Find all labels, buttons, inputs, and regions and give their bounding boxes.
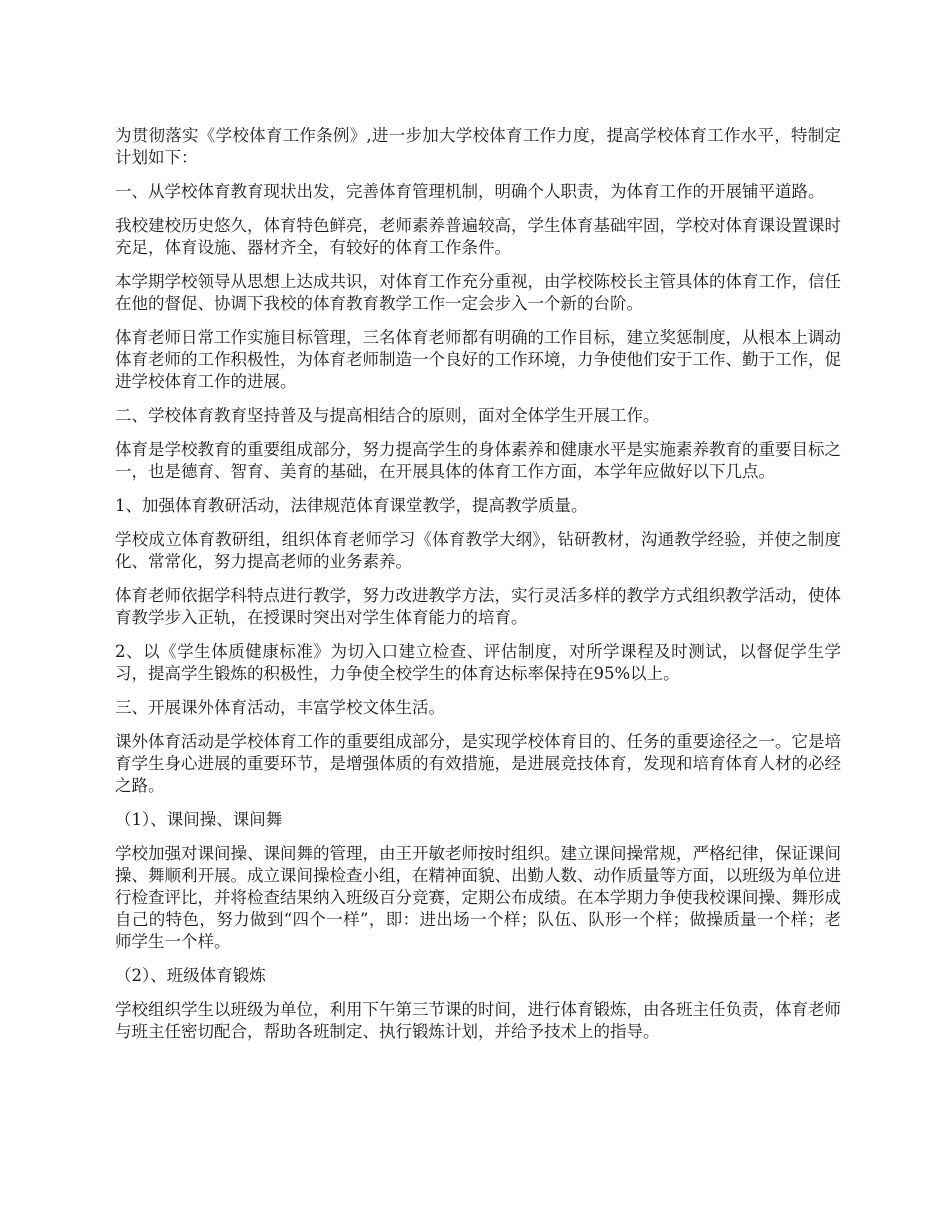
heading-section-3: 三、开展课外体育活动，丰富学校文体生活。 <box>115 698 445 717</box>
paragraph: 学校加强对课间操、课间舞的管理，由王开敏老师按时组织。建立课间操常规，严格纪律，保证课间操、舞顺利开展。成立课间操检查小组，在精神面貌、出勤人数、动作质量等方面，以班级为单位进行检查评比，并将检查结果纳入班级百分竞赛，定期公布成绩。在本学期力争使我校课间操、舞形成自己的特色，努力做到“四个一样”，即：进出场一个样；队伍、队形一个样；做操质量一个样；老师学生一个样。 <box>115 844 841 951</box>
subheading-class-exercise: （2）、班级体育锻炼 <box>115 966 266 985</box>
paragraph: 体育老师日常工作实施目标管理，三名体育老师都有明确的工作目标，建立奖惩制度，从根本上调动体育老师的工作积极性，为体育老师制造一个良好的工作环境，力争使他们安于工作、勤于工作，促进学校体育工作的进展。 <box>115 328 841 391</box>
paragraph: 体育是学校教育的重要组成部分，努力提高学生的身体素养和健康水平是实施素养教育的重要目标之一，也是德育、智育、美育的基础，在开展具体的体育工作方面，本学年应做好以下几点。 <box>115 440 841 481</box>
paragraph-intro: 为贯彻落实《学校体育工作条例》,进一步加大学校体育工作力度，提高学校体育工作水平，特制定计划如下： <box>115 126 841 167</box>
heading-section-1: 一、从学校体育教育现状出发，完善体育管理机制，明确个人职责，为体育工作的开展铺平道路。 <box>115 182 825 201</box>
subheading-item-2: 2、以《学生体质健康标准》为切入口建立检查、评估制度，对所学课程及时测试，以督促学生学习，提高学生锻炼的积极性，力争使全校学生的体育达标率保持在95%以上。 <box>115 642 841 683</box>
paragraph: 学校成立体育教研组，组织体育老师学习《体育教学大纲》，钻研教材，沟通教学经验，并使之制度化、常常化，努力提高老师的业务素养。 <box>115 530 841 571</box>
paragraph: 我校建校历史悠久，体育特色鲜亮，老师素养普遍较高，学生体育基础牢固，学校对体育课设置课时充足，体育设施、器材齐全，有较好的体育工作条件。 <box>115 216 841 257</box>
subheading-exercise: （1）、课间操、课间舞 <box>115 810 283 829</box>
heading-section-2: 二、学校体育教育坚持普及与提高相结合的原则，面对全体学生开展工作。 <box>115 406 660 425</box>
paragraph: 本学期学校领导从思想上达成共识，对体育工作充分重视，由学校陈校长主管具体的体育工作，信任在他的督促、协调下我校的体育教育教学工作一定会步入一个新的台阶。 <box>115 272 841 313</box>
paragraph: 学校组织学生以班级为单位，利用下午第三节课的时间，进行体育锻炼，由各班主任负责，体育老师与班主任密切配合，帮助各班制定、执行锻炼计划，并给予技术上的指导。 <box>115 1000 841 1041</box>
paragraph: 课外体育活动是学校体育工作的重要组成部分，是实现学校体育目的、任务的重要途径之一。它是培育学生身心进展的重要环节，是增强体质的有效措施，是进展竞技体育，发现和培育体育人材的必经之路。 <box>115 732 841 795</box>
subheading-item-1: 1、加强体育教研活动，法律规范体育课堂教学，提高教学质量。 <box>115 496 588 515</box>
paragraph: 体育老师依据学科特点进行教学，努力改进教学方法，实行灵活多样的教学方式组织教学活动，使体育教学步入正轨，在授课时突出对学生体育能力的培育。 <box>115 586 841 627</box>
document-body <box>115 125 841 1055</box>
